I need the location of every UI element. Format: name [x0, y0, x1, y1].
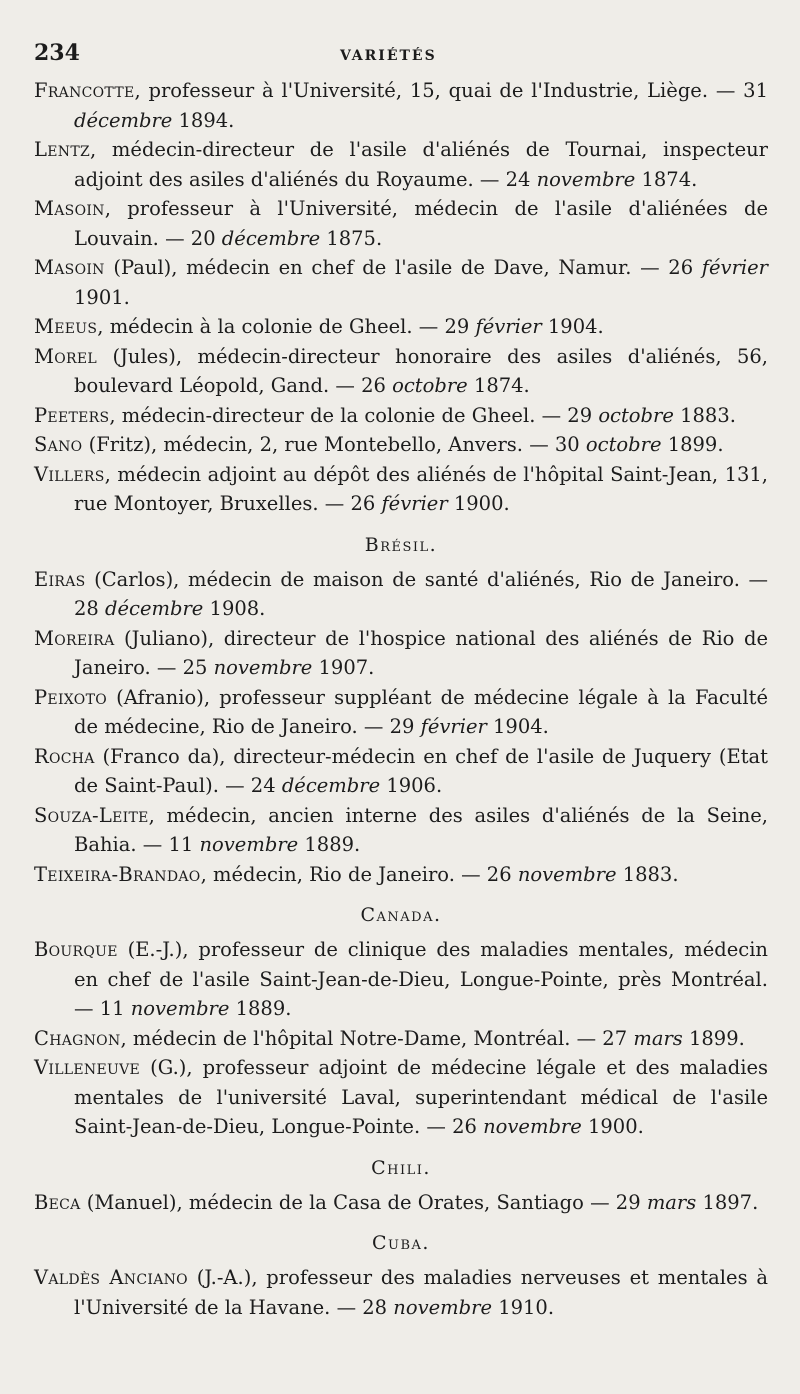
- admission-month: novembre: [213, 656, 313, 679]
- admission-year: 1875.: [320, 226, 383, 250]
- page-header: [34, 40, 768, 76]
- admission-year: 1901.: [74, 285, 130, 309]
- admission-year: 1894.: [172, 108, 235, 132]
- member-details: , médecin, Rio de Janeiro. — 26: [200, 862, 518, 886]
- member-name: Chagnon: [34, 1026, 121, 1050]
- admission-month: décembre: [74, 108, 173, 132]
- admission-month: février: [420, 715, 487, 738]
- member-name: Beca: [34, 1190, 81, 1214]
- member-name: Souza-Leite: [34, 803, 149, 827]
- admission-year: 1874.: [467, 374, 530, 397]
- member-name: Rocha: [34, 744, 95, 768]
- admission-year: 1897.: [696, 1190, 759, 1214]
- member-details: , médecin-directeur de la colonie de Gheel. — 29: [109, 403, 599, 427]
- admission-month: mars: [646, 1190, 697, 1214]
- member-entry: [34, 624, 768, 683]
- member-details: , médecin-directeur de l'asile d'aliénés de Tournai, inspecteur adjoint des asiles d'aliénés du Royaume. — 24: [74, 138, 768, 191]
- member-details: (Paul), médecin en chef de l'asile de Dave, Namur. — 26: [104, 256, 702, 279]
- member-details: (Carlos), médecin de maison de santé d'aliénés, Rio de Janeiro. — 28: [74, 567, 768, 620]
- member-name: Villeneuve: [34, 1056, 141, 1079]
- member-details: , médecin à la colonie de Gheel. — 29: [97, 315, 476, 338]
- member-name: Moreira: [34, 626, 115, 650]
- member-entry: [34, 430, 768, 460]
- admission-month: novembre: [483, 1115, 582, 1138]
- member-details: (E.-J.), professeur de clinique des maladies mentales, médecin en chef de l'asile Saint-Jean-de-Dieu, Longue-Pointe, près Montréal. — 11: [74, 938, 768, 1020]
- member-entry: [34, 342, 768, 401]
- member-entry: [34, 860, 768, 890]
- member-entry: [34, 401, 768, 431]
- member-details: (Manuel), médecin de la Casa de Orates, Santiago — 29: [80, 1190, 647, 1214]
- admission-month: février: [381, 492, 448, 515]
- member-entry: [34, 1053, 768, 1142]
- member-details: , professeur à l'Université, 15, quai de l'Industrie, Liège. — 31: [134, 79, 768, 102]
- admission-year: 1899.: [661, 433, 724, 456]
- member-details: , professeur à l'Université, médecin de l'asile d'aliénées de Louvain. — 20: [74, 197, 768, 250]
- member-entry: [34, 1263, 768, 1322]
- member-list: [34, 76, 768, 1322]
- member-entry: [34, 742, 768, 801]
- admission-month: octobre: [598, 403, 674, 427]
- section-title: Cuba.: [372, 1232, 430, 1254]
- admission-month: novembre: [199, 833, 299, 856]
- member-details: (G.), professeur adjoint de médecine légale et des maladies mentales de l'université Laval, superintendant médical de l'asile Saint-Jean-de-Dieu, Longue-Pointe. — 26: [74, 1056, 768, 1138]
- member-name: Sano: [34, 433, 83, 456]
- admission-year: 1910.: [492, 1295, 555, 1319]
- member-details: , médecin de l'hôpital Notre-Dame, Montréal. — 27: [120, 1026, 634, 1050]
- member-entry: [34, 76, 768, 135]
- member-entry: [34, 253, 768, 312]
- admission-month: mars: [633, 1026, 683, 1050]
- member-details: (J.-A.), professeur des maladies nerveuses et mentales à l'Université de la Havane. — 28: [74, 1266, 768, 1319]
- member-name: Lentz: [34, 138, 90, 161]
- member-details: , médecin, ancien interne des asiles d'aliénés de la Seine, Bahia. — 11: [74, 803, 768, 856]
- section-title: Chili.: [371, 1156, 431, 1179]
- member-entry: [34, 135, 768, 194]
- member-details: , médecin adjoint au dépôt des aliénés de l'hôpital Saint-Jean, 131, rue Montoyer, Bruxelles. — 26: [74, 462, 768, 515]
- admission-month: novembre: [393, 1295, 492, 1319]
- running-head: VARIÉTÉS: [340, 48, 437, 64]
- admission-year: 1900.: [447, 492, 510, 515]
- admission-month: février: [701, 256, 768, 279]
- admission-year: 1908.: [203, 597, 266, 620]
- member-name: Francotte: [34, 79, 135, 102]
- member-name: Masoin: [34, 197, 105, 220]
- member-name: Bourque: [34, 938, 118, 961]
- admission-year: 1906.: [380, 774, 443, 797]
- admission-year: 1883.: [673, 403, 736, 427]
- member-entry: [34, 1024, 768, 1054]
- member-entry: [34, 565, 768, 624]
- admission-year: 1900.: [581, 1115, 644, 1138]
- member-details: (Jules), médecin-directeur honoraire des asiles d'aliénés, 56, boulevard Léopold, Gand. — 26: [74, 344, 768, 397]
- member-entry: [34, 194, 768, 253]
- admission-month: décembre: [221, 226, 321, 250]
- member-details: (Franco da), directeur-médecin en chef de l'asile de Juquery (Etat de Saint-Paul). — 24: [74, 744, 768, 797]
- member-details: (Fritz), médecin, 2, rue Montebello, Anvers. — 30: [82, 433, 586, 456]
- page-number: 234: [34, 40, 80, 66]
- member-name: Valdès Anciano: [34, 1266, 188, 1289]
- member-details: (Afranio), professeur suppléant de médecine légale à la Faculté de médecine, Rio de Janeiro. — 29: [74, 685, 768, 738]
- member-name: Peeters: [34, 403, 110, 427]
- member-entry: [34, 935, 768, 1024]
- admission-month: février: [475, 315, 542, 338]
- admission-month: novembre: [517, 862, 617, 886]
- admission-year: 1874.: [635, 167, 698, 191]
- member-name: Meeus: [34, 315, 98, 338]
- member-name: Eiras: [34, 567, 86, 591]
- member-name: Teixeira-Brandao: [34, 862, 201, 886]
- admission-year: 1883.: [616, 862, 679, 886]
- admission-year: 1904.: [541, 315, 604, 338]
- section-title: Brésil.: [364, 533, 438, 556]
- member-entry: [34, 312, 768, 342]
- member-name: Peixoto: [34, 685, 107, 709]
- member-details: (Juliano), directeur de l'hospice national des aliénés de Rio de Janeiro. — 25: [74, 626, 768, 679]
- section-title: Canada.: [360, 904, 442, 926]
- admission-month: novembre: [130, 997, 230, 1020]
- admission-year: 1889.: [298, 833, 361, 856]
- member-entry: [34, 683, 768, 742]
- member-name: Masoin: [34, 256, 105, 279]
- member-entry: [34, 801, 768, 860]
- admission-month: décembre: [105, 597, 204, 620]
- admission-year: 1907.: [312, 656, 375, 679]
- member-name: Morel: [34, 344, 98, 368]
- admission-month: novembre: [536, 167, 636, 191]
- admission-month: octobre: [392, 374, 468, 397]
- admission-year: 1904.: [486, 715, 549, 738]
- admission-year: 1899.: [682, 1026, 745, 1050]
- admission-month: décembre: [281, 774, 381, 797]
- admission-month: octobre: [585, 433, 662, 456]
- member-entry: [34, 1188, 768, 1218]
- admission-year: 1889.: [229, 997, 292, 1020]
- member-entry: [34, 460, 768, 519]
- member-name: Villers: [34, 462, 105, 486]
